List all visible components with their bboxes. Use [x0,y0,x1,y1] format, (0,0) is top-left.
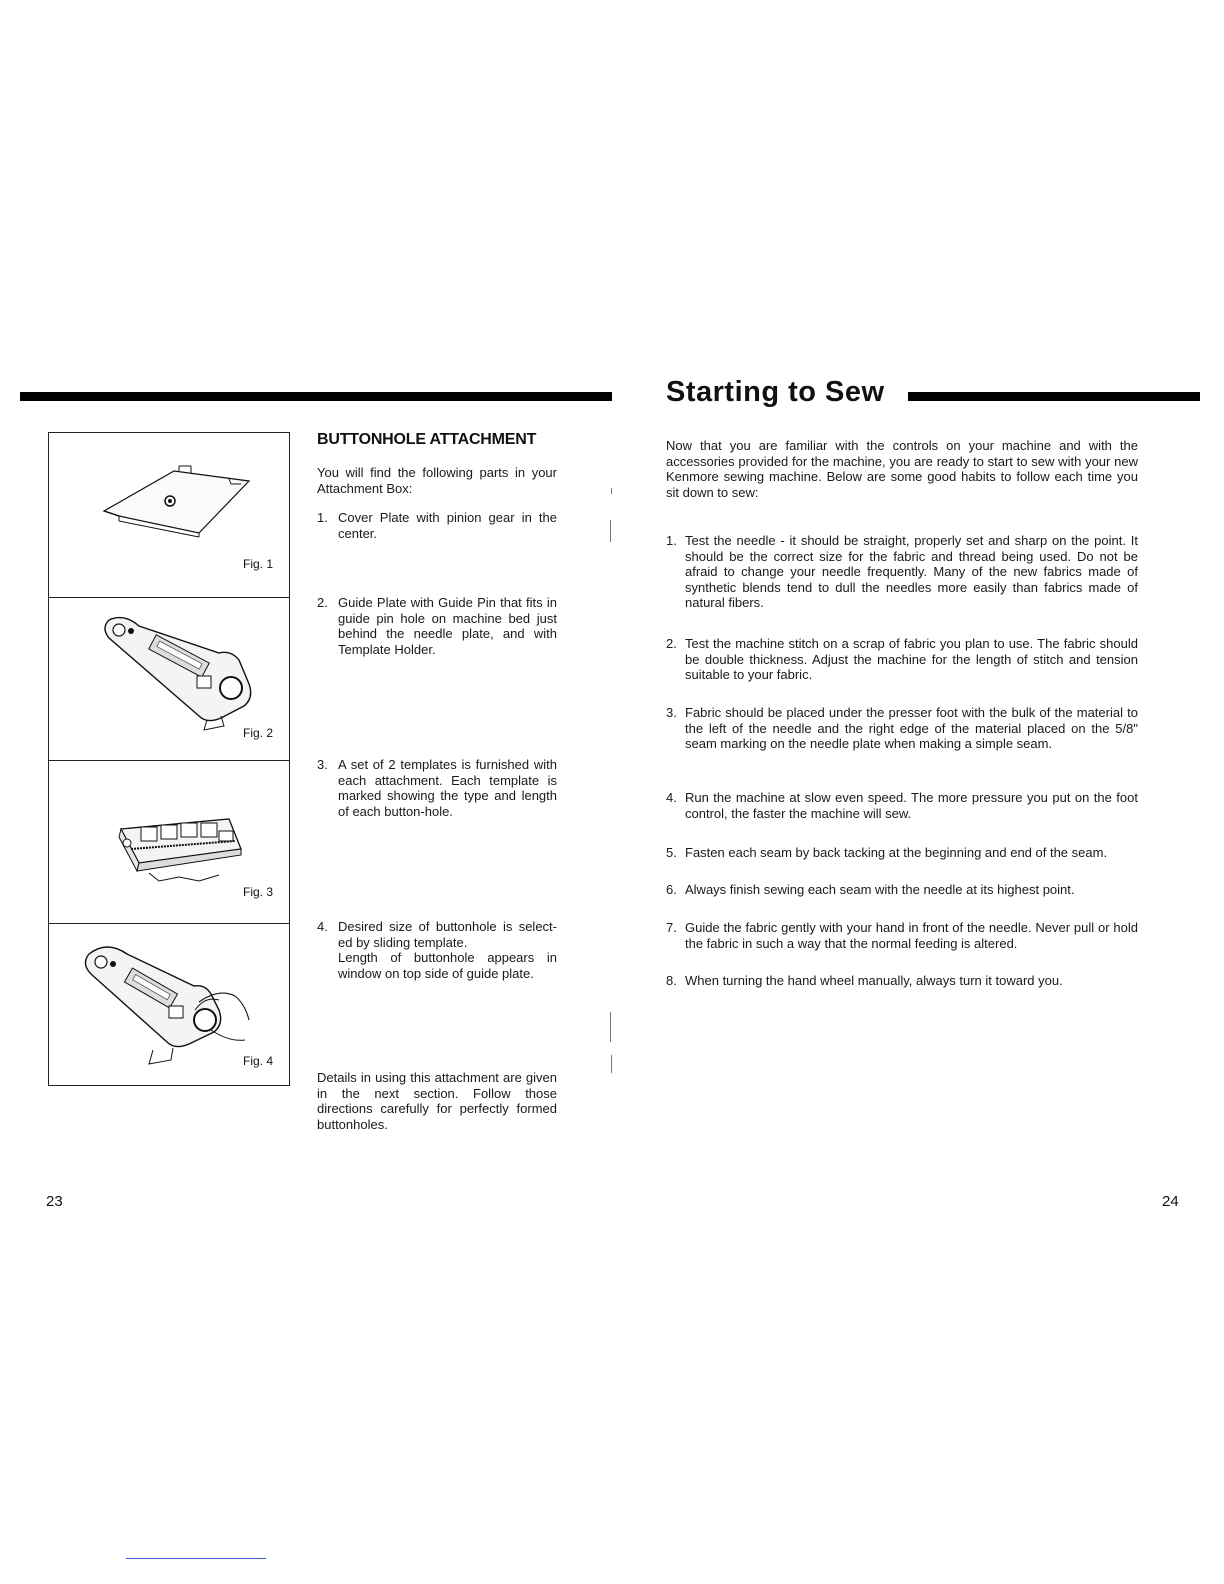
list-item [666,790,1138,821]
item-text: Cover Plate with pinion gear in the center. [338,510,557,541]
intro-text: Now that you are familiar with the controls on your machine and with the accessories provided for the machine, you are ready to start to sew with your new Kenmore sewing machine. Below are some good habits to follow each time you sit down to sew: [666,438,1138,500]
item-number: 6. [666,882,677,897]
gutter-mark [610,1012,611,1042]
gutter-mark [611,1055,612,1073]
item-text: Fasten each seam by back tacking at the beginning and end of the seam. [685,845,1108,860]
item-number: 7. [666,920,677,935]
scan-artifact-line [126,1558,266,1559]
intro-text: You will find the following parts in your Attachment Box: [317,465,557,496]
list-item [317,919,557,981]
item-text: Desired size of buttonhole is select-ed by sliding template. [338,919,557,950]
item-text: Always finish sewing each seam with the needle at its highest point. [685,882,1075,897]
figure-label: Fig. 4 [242,1054,273,1068]
figure-2 [49,598,289,761]
item-text: Guide Plate with Guide Pin that fits in guide pin hole on machine bed just behind the needle plate, and with Template Holder. [338,595,557,657]
list-item [666,636,1138,683]
figure-4 [49,924,289,1085]
item-text: A set of 2 templates is furnished with each attachment. Each template is marked showing the type and length of each button-hole. [338,757,557,819]
item-text: Run the machine at slow even speed. The more pressure you put on the foot control, the faster the machine will sew. [685,790,1138,821]
item-text: When turning the hand wheel manually, always turn it toward you. [685,973,1063,988]
item-number: 2. [666,636,677,651]
closing-text: Details in using this attachment are given in the next section. Follow those directions carefully for perfectly formed buttonholes. [317,1070,557,1132]
figure-label: Fig. 3 [242,885,273,899]
list-item [317,595,557,657]
item-number: 3. [317,757,328,772]
page-number-left: 23 [46,1193,63,1210]
gutter-mark [611,488,612,494]
figure-label: Fig. 2 [242,726,273,740]
list-item [666,920,1138,951]
template-set-icon [49,761,289,924]
cover-plate-icon [49,433,289,598]
item-number: 4. [317,919,328,934]
page-number-right: 24 [1162,1193,1179,1210]
item-text: Guide the fabric gently with your hand in front of the needle. Never pull or hold the fabric in such a way that the normal feeding is altered. [685,920,1138,951]
figure-3 [49,761,289,924]
item-number: 5. [666,845,677,860]
list-item [666,882,1138,898]
item-number: 8. [666,973,677,988]
item-number: 1. [666,533,677,548]
item-number: 4. [666,790,677,805]
list-item [666,845,1138,861]
item-body [338,919,557,981]
item-number: 3. [666,705,677,720]
item-text: Test the needle - it should be straight, properly set and sharp on the point. It should be the correct size for the fabric and thread being used. Do not be afraid to change your needle frequently. Many of the new fabrics made of synthetic blends tend to dull the needles more easily than fabrics made of natural fibers. [685,533,1138,610]
list-item [317,757,557,819]
list-item [666,973,1138,989]
figure-label: Fig. 1 [242,557,273,571]
list-item [317,510,557,541]
item-text-continued: Length of buttonhole appears in window on top side of guide plate. [338,950,557,981]
list-item [666,533,1138,611]
gutter-mark [610,520,611,542]
item-number: 1. [317,510,328,525]
item-text: Fabric should be placed under the presser foot with the bulk of the material to the left of the needle and the right edge of the material placed on the 5/8" seam marking on the needle plate when making a simple seam. [685,705,1138,751]
header-rule-left [20,392,612,401]
header-rule-right [908,392,1200,401]
figure-1 [49,433,289,598]
list-item [666,705,1138,752]
item-number: 2. [317,595,328,610]
figures-panel [48,432,290,1086]
item-text: Test the machine stitch on a scrap of fabric you plan to use. The fabric should be double thickness. Adjust the machine for the length of stitch and tension suitable to your fabric. [685,636,1138,682]
section-title: Starting to Sew [666,376,885,408]
section-heading: BUTTONHOLE ATTACHMENT [317,431,537,448]
